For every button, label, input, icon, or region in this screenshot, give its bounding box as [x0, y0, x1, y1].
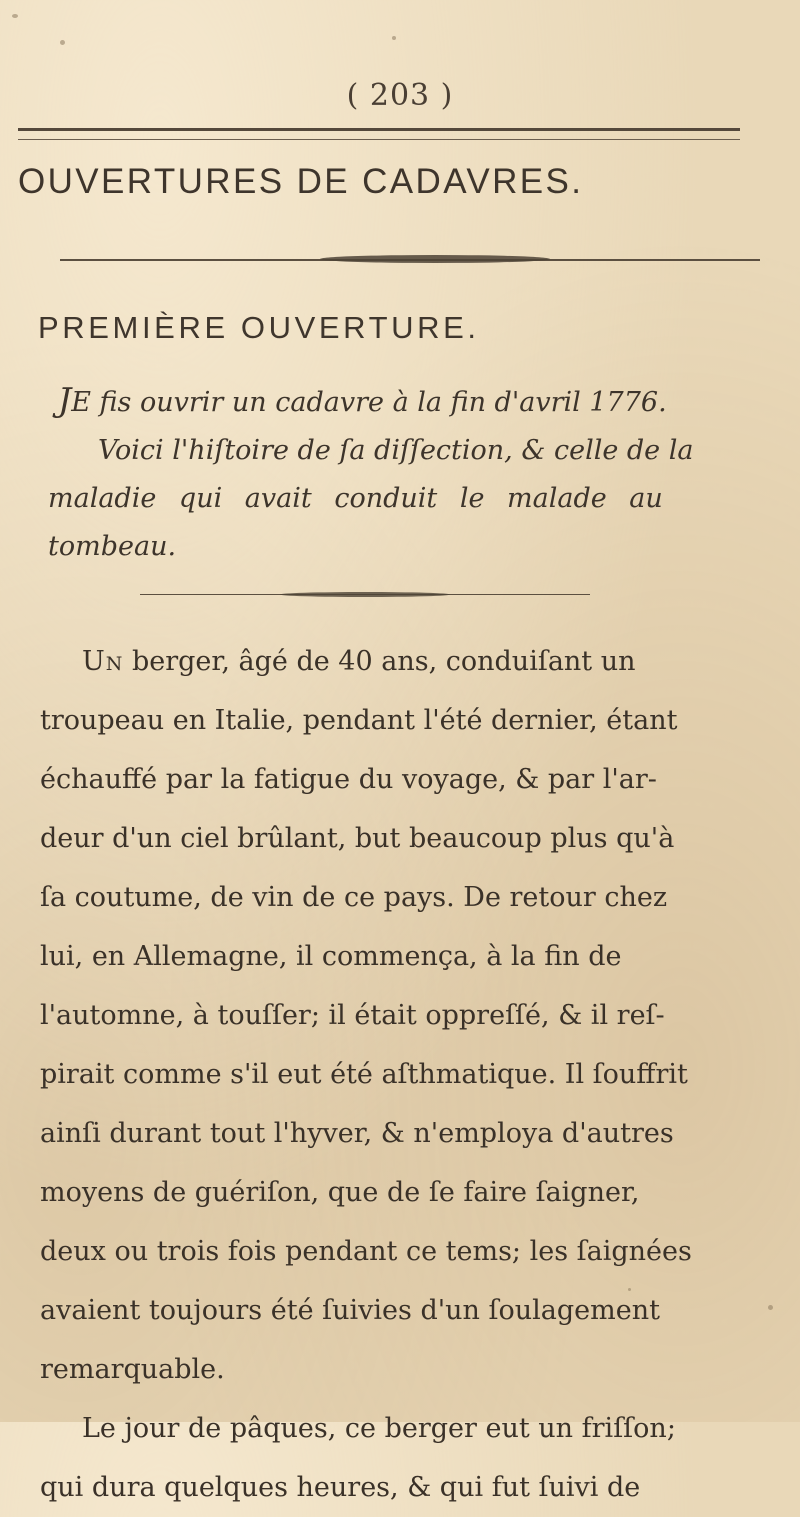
body-line: pirait comme s'il eut été aſthmatique. Il ſouffrit [40, 1059, 688, 1090]
ornamental-rule [60, 254, 760, 266]
body-line: deur d'un ciel brûlant, but beaucoup plus qu'à [40, 823, 675, 854]
summary-line: tombeau. [48, 531, 177, 562]
body-line: remarquable. [40, 1354, 225, 1385]
body-line: deux ou trois fois pendant ce tems; les ſaignées [40, 1236, 692, 1267]
paper-speck [392, 36, 396, 40]
body-line: qui dura quelques heures, & qui fut ſuivi de [40, 1472, 641, 1503]
paper-speck [12, 14, 18, 18]
summary-line: Voici l'hiſtoire de ſa diſſection, & celle de la [98, 435, 694, 466]
summary-line [38, 376, 778, 427]
summary-line: maladie qui avait conduit le malade au [48, 483, 663, 514]
body-text [40, 632, 780, 1517]
body-line: Le jour de pâques, ce berger eut un friſſon; [82, 1413, 676, 1444]
body-line: avaient toujours été ſuivies d'un ſoulagement [40, 1295, 660, 1326]
chapter-title: OUVERTURES DE CADAVRES. [18, 162, 584, 201]
body-line: l'automne, à touſſer; il était oppreſſé, & il reſ- [40, 1000, 665, 1031]
page-number: ( 203 ) [346, 78, 454, 113]
section-divider [140, 592, 590, 598]
paper-speck [60, 40, 65, 45]
body-line: moyens de guériſon, que de ſe faire ſaigner, [40, 1177, 640, 1208]
summary-paragraph [38, 376, 778, 571]
summary-line-text: E fis ouvrir un cadavre à la fin d'avril 1776. [71, 387, 667, 418]
opening-words: Un [82, 646, 124, 677]
body-line: troupeau en Italie, pendant l'été dernier, étant [40, 705, 678, 736]
body-line-text: berger, âgé de 40 ans, conduiſant un [131, 646, 636, 677]
body-line: ſa coutume, de vin de ce pays. De retour chez [40, 882, 668, 913]
body-line [40, 632, 780, 691]
summary-initial: J [58, 380, 72, 419]
body-line: ainſi durant tout l'hyver, & n'employa d'autres [40, 1118, 674, 1149]
section-title: PREMIÈRE OUVERTURE. [38, 310, 480, 345]
body-line: échauffé par la fatigue du voyage, & par l'ar- [40, 764, 657, 795]
header-double-rule [18, 128, 740, 140]
body-line: lui, en Allemagne, il commença, à la fin de [40, 941, 622, 972]
